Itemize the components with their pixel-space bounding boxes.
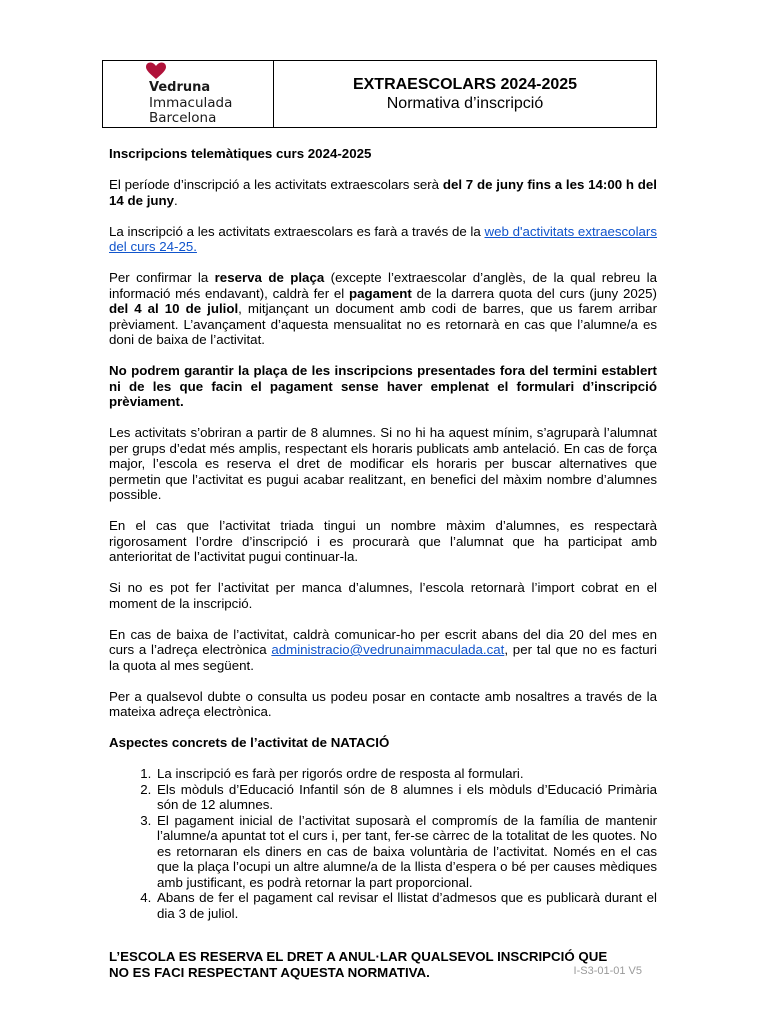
p3-text-c: de la darrera quota del curs (juny 2025) [411, 285, 657, 301]
p8-text-b: , per tal que no es facturi la quota al mes següent. [109, 642, 657, 673]
p3-text-a: Per confirmar la [109, 270, 215, 285]
footer-notice-line-2: NO ES FACI RESPECTANT AQUESTA NORMATIVA. [109, 965, 430, 980]
list-item: 4. Abans de fer el pagament cal revisar el llistat d’admesos que es publicarà durant el dia 3 de juliol. [155, 890, 657, 921]
p3-bold-dates: del 4 al 10 de juliol [109, 301, 239, 316]
p1-end: . [174, 192, 178, 208]
logo-line-school: Immaculada [149, 94, 233, 111]
swimming-heading: Aspectes concrets de l’activitat de NATACIÓ [109, 735, 390, 750]
swimming-rules-list [109, 766, 657, 921]
p1-text: El període d’inscripció a les activitats extraescolars serà [109, 177, 443, 192]
p4-bold: No podrem garantir la plaça de les inscripcions presentades fora del termini establert ni de les que facin el pagament sense haver emplenat el formulari d’inscripció prèviament. [109, 363, 657, 409]
maximum-students-paragraph: En el cas que l’activitat triada tingui un nombre màxim d’alumnes, es respectarà rigorosament l’ordre d’inscripció i es procurarà que l’alumnat que ha participat amb anterioritat de l’activitat pugui continuar-la. [109, 518, 657, 564]
list-item: 3. El pagament inicial de l’activitat suposarà el compromís de la família de mantenir l’alumne/a apuntat tot el curs i, per tant, fer-se càrrec de la totalitat de les quotes. No es retornaran els diners en cas de baixa voluntària de l’activitat. Només en el cas que la plaça l’ocupi un altre alumne/a de la llista d’espera o bé per causes mèdiques amb justificant, es podrà retornar la part proporcional. [155, 813, 657, 891]
document-title: EXTRAESCOLARS 2024-2025 [352, 75, 578, 93]
contact-paragraph: Per a qualsevol dubte o consulta us podeu posar en contacte amb nosaltres a través de la mateixa adreça electrònica. [109, 688, 657, 719]
payment-paragraph [109, 270, 657, 348]
logo-line-brand: Vedruna [149, 80, 211, 95]
online-registration-heading: Inscripcions telemàtiques curs 2024-2025 [109, 146, 372, 161]
p3-bold-payment: pagament [349, 285, 412, 301]
p3-text-b: (excepte l’extraescolar d’anglès, de la qual rebreu la informació més endavant), caldrà fer el [109, 270, 657, 301]
registration-web-paragraph [109, 224, 657, 255]
heart-logo-icon [145, 62, 167, 80]
activities-web-link[interactable]: web d'activitats extraescolars del curs 24-25. [109, 223, 658, 254]
list-item: 1. La inscripció es farà per rigorós ordre de resposta al formulari. [155, 766, 657, 782]
document-subtitle: Normativa d’inscripció [386, 94, 544, 112]
deadline-warning-paragraph [109, 363, 657, 410]
document-body [109, 146, 657, 921]
p3-bold-reservation: reserva de plaça [214, 270, 325, 285]
p1-dates: del 7 de juny fins a les 14:00 h del 14 de juny [109, 177, 657, 208]
footer-notice-line-1: L’ESCOLA ES RESERVA EL DRET A ANUL·LAR QUALSEVOL INSCRIPCIÓ QUE [109, 949, 608, 964]
document-header [102, 60, 657, 128]
cancellation-paragraph [109, 627, 657, 674]
document-code: I-S3-01-01 V5 [573, 965, 642, 977]
minimum-students-paragraph: Les activitats s’obriran a partir de 8 alumnes. Si no hi ha aquest mínim, s’agruparà l’alumnat per grups d’edat més amplis, respectant els horaris publicats amb antelació. En cas de força major, l’escola es reserva el dret de modificar els horaris per buscar alternatives que permetin que l’activitat es pugui acabar realitzant, en benefici del màxim nombre d’alumnes possible. [109, 425, 657, 502]
school-logo [103, 61, 274, 127]
p8-text-a: En cas de baixa de l’activitat, caldrà comunicar-ho per escrit abans del dia 20 del mes en curs a l’adreça electrònica [109, 626, 657, 657]
title-cell [274, 61, 656, 127]
logo-line-city: Barcelona [149, 110, 217, 126]
list-item: 2. Els mòduls d’Educació Infantil són de 8 alumnes i els mòduls d’Educació Primària són de 12 alumnes. [155, 782, 657, 813]
registration-period-paragraph [109, 177, 657, 208]
refund-paragraph: Si no es pot fer l’activitat per manca d’alumnes, l’escola retornarà l’import cobrat en el moment de la inscripció. [109, 580, 657, 611]
p3-text-d: , mitjançant un document amb codi de barres, que us farem arribar prèviament. L’avançament d’aquesta mensualitat no es retornarà en cas que l’alumne/a es doni de baixa de l’activitat. [109, 301, 657, 347]
admin-email-link[interactable]: administracio@vedrunaimmaculada.cat [271, 642, 505, 657]
p2-text: La inscripció a les activitats extraescolars es farà a través de la [109, 223, 485, 239]
